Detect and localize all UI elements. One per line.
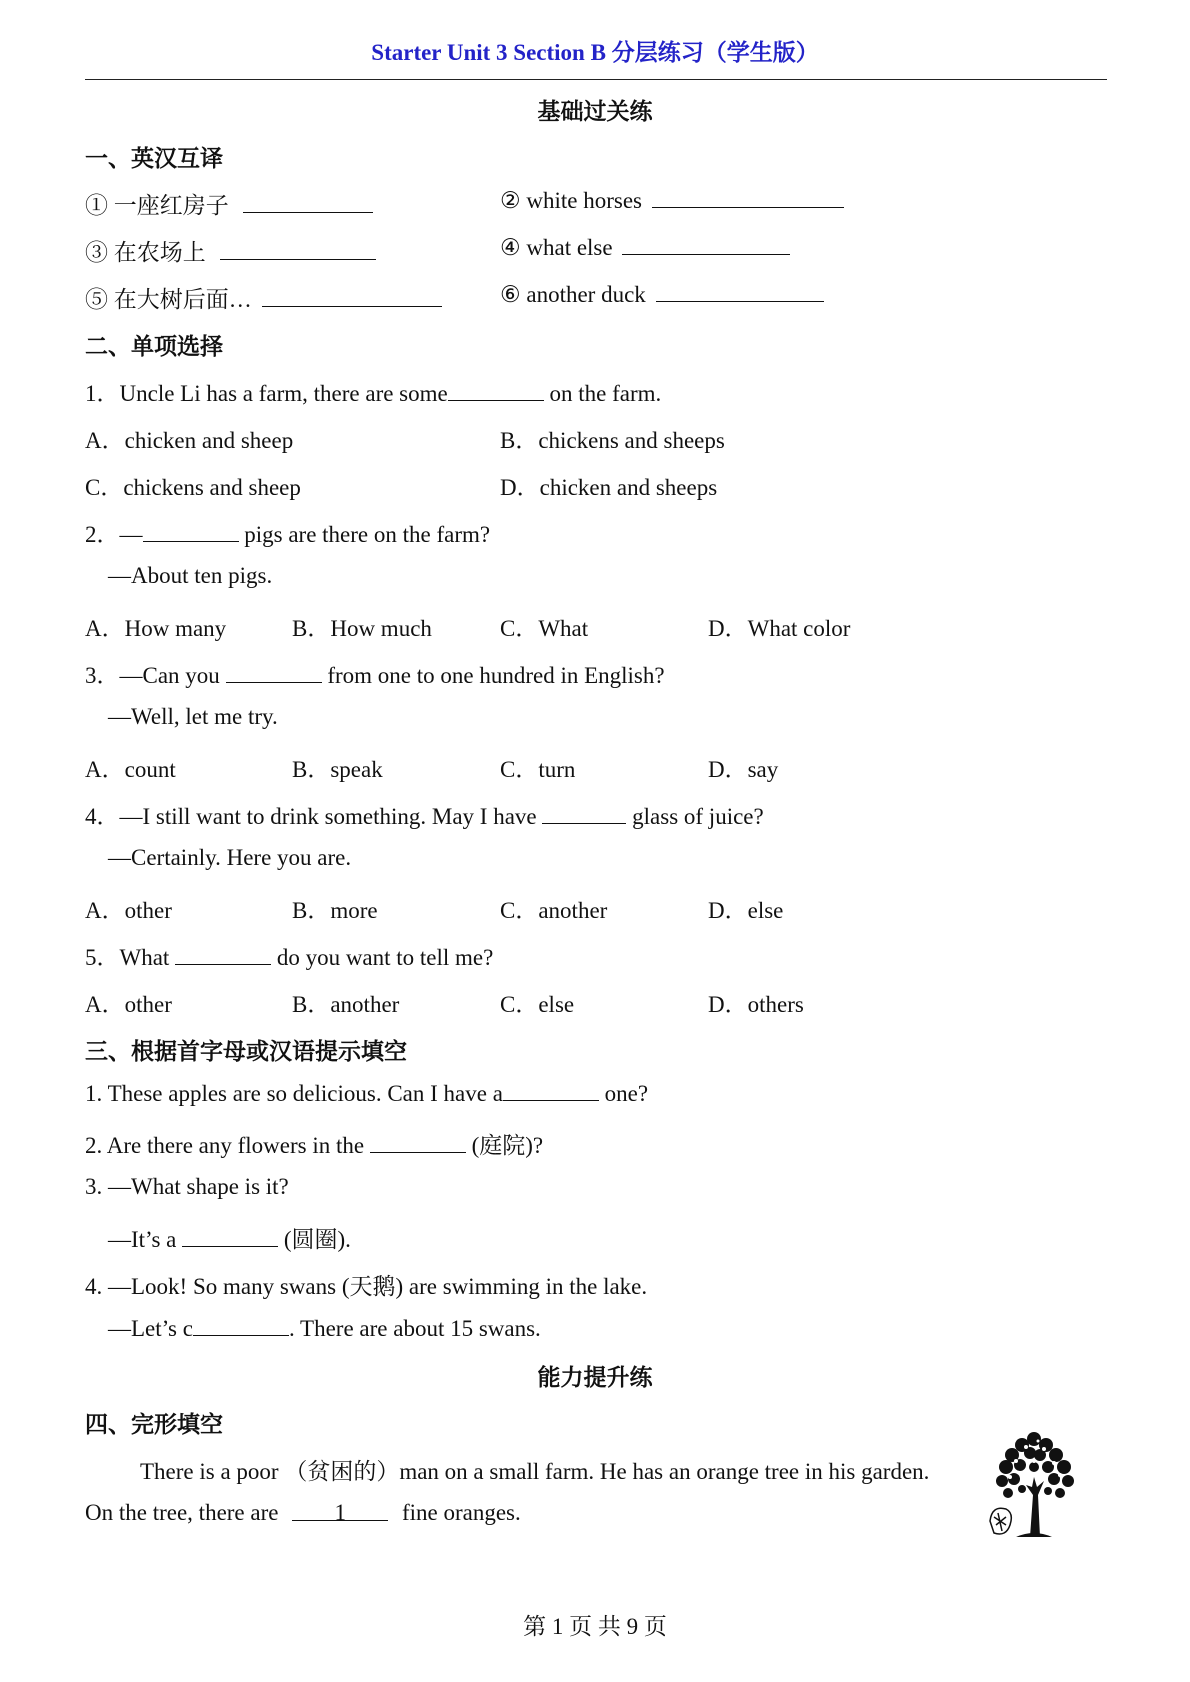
q2-answer-line: —About ten pigs. [108, 563, 273, 588]
answer-blank[interactable] [175, 944, 271, 965]
translate-item-4: ④ what else [500, 234, 790, 261]
answer-blank[interactable] [243, 192, 373, 213]
q1-option-b[interactable]: B．chickens and sheeps [500, 428, 725, 453]
page-footer: 第 1 页 共 9 页 [523, 1614, 667, 1639]
answer-blank[interactable] [503, 1080, 599, 1101]
cloze-blank-1[interactable]: 1 [292, 1500, 388, 1521]
translate-item-5: ⑤ 在大树后面… [85, 281, 442, 314]
q5-option-a[interactable]: A．other [85, 992, 172, 1017]
section-2-title: 二、单项选择 [85, 334, 223, 359]
answer-blank[interactable] [182, 1226, 278, 1247]
answer-blank[interactable] [542, 803, 626, 824]
section-4-title: 四、完形填空 [85, 1412, 223, 1437]
fill-question-3-answer: —It’s a (圆圈). [108, 1227, 351, 1252]
translate-item-2: ② white horses [500, 187, 844, 214]
answer-blank[interactable] [622, 234, 790, 255]
answer-blank[interactable] [226, 662, 322, 683]
translate-item-6: ⑥ another duck [500, 281, 824, 308]
q4-option-b[interactable]: B．more [292, 898, 378, 923]
question-1: 1．Uncle Li has a farm, there are some on the farm. [85, 381, 662, 406]
fill-question-4: 4. —Look! So many swans (天鹅) are swimming in the lake. [85, 1274, 648, 1299]
translate-item-3: ③ 在农场上 [85, 234, 376, 267]
answer-blank[interactable] [448, 380, 544, 401]
header-rule [85, 79, 1107, 80]
q4-option-a[interactable]: A．other [85, 898, 172, 923]
answer-blank[interactable] [262, 286, 442, 307]
fill-question-1: 1. These apples are so delicious. Can I have a one? [85, 1081, 649, 1106]
q2-option-a[interactable]: A．How many [85, 616, 227, 641]
document-header-title: Starter Unit 3 Section B 分层练习（学生版） [371, 40, 819, 65]
q2-option-b[interactable]: B．How much [292, 616, 432, 641]
q3-option-b[interactable]: B．speak [292, 757, 383, 782]
q4-option-c[interactable]: C．another [500, 898, 608, 923]
question-3: 3．—Can you from one to one hundred in English? [85, 663, 665, 688]
translate-item-1: ① 一座红房子 [85, 187, 373, 220]
answer-blank[interactable] [652, 187, 844, 208]
answer-blank[interactable] [370, 1132, 466, 1153]
answer-blank[interactable] [143, 521, 239, 542]
fill-question-4-answer: —Let’s c . There are about 15 swans. [108, 1316, 541, 1341]
section-1-title: 一、英汉互译 [85, 146, 223, 171]
answer-blank[interactable] [220, 239, 376, 260]
q4-answer-line: —Certainly. Here you are. [108, 845, 352, 870]
q1-option-c[interactable]: C．chickens and sheep [85, 475, 301, 500]
q3-option-c[interactable]: C．turn [500, 757, 576, 782]
question-4: 4．—I still want to drink something. May I have glass of juice? [85, 804, 764, 829]
tree-illustration [986, 1425, 1082, 1541]
cloze-paragraph-line-1: There is a poor （贫困的）man on a small farm. He has an orange tree in his garden. [140, 1459, 930, 1484]
fill-question-3: 3. —What shape is it? [85, 1174, 289, 1199]
q5-option-b[interactable]: B．another [292, 992, 400, 1017]
fill-question-2: 2. Are there any flowers in the (庭院)? [85, 1133, 544, 1158]
q3-answer-line: —Well, let me try. [108, 704, 278, 729]
answer-blank[interactable] [193, 1315, 289, 1336]
q5-option-c[interactable]: C．else [500, 992, 575, 1017]
q4-option-d[interactable]: D．else [708, 898, 784, 923]
q2-option-c[interactable]: C．What [500, 616, 589, 641]
question-5: 5．What do you want to tell me? [85, 945, 494, 970]
q5-option-d[interactable]: D．others [708, 992, 804, 1017]
q2-option-d[interactable]: D．What color [708, 616, 851, 641]
q3-option-d[interactable]: D．say [708, 757, 779, 782]
part-title-ability: 能力提升练 [537, 1365, 653, 1390]
answer-blank[interactable] [656, 281, 824, 302]
cloze-paragraph-line-2: On the tree, there are 1 fine oranges. [85, 1500, 521, 1525]
q3-option-a[interactable]: A．count [85, 757, 176, 782]
question-2: 2．— pigs are there on the farm? [85, 522, 491, 547]
q1-option-a[interactable]: A．chicken and sheep [85, 428, 294, 453]
part-title-basic: 基础过关练 [537, 99, 653, 124]
q1-option-d[interactable]: D．chicken and sheeps [500, 475, 718, 500]
section-3-title: 三、根据首字母或汉语提示填空 [85, 1039, 407, 1064]
